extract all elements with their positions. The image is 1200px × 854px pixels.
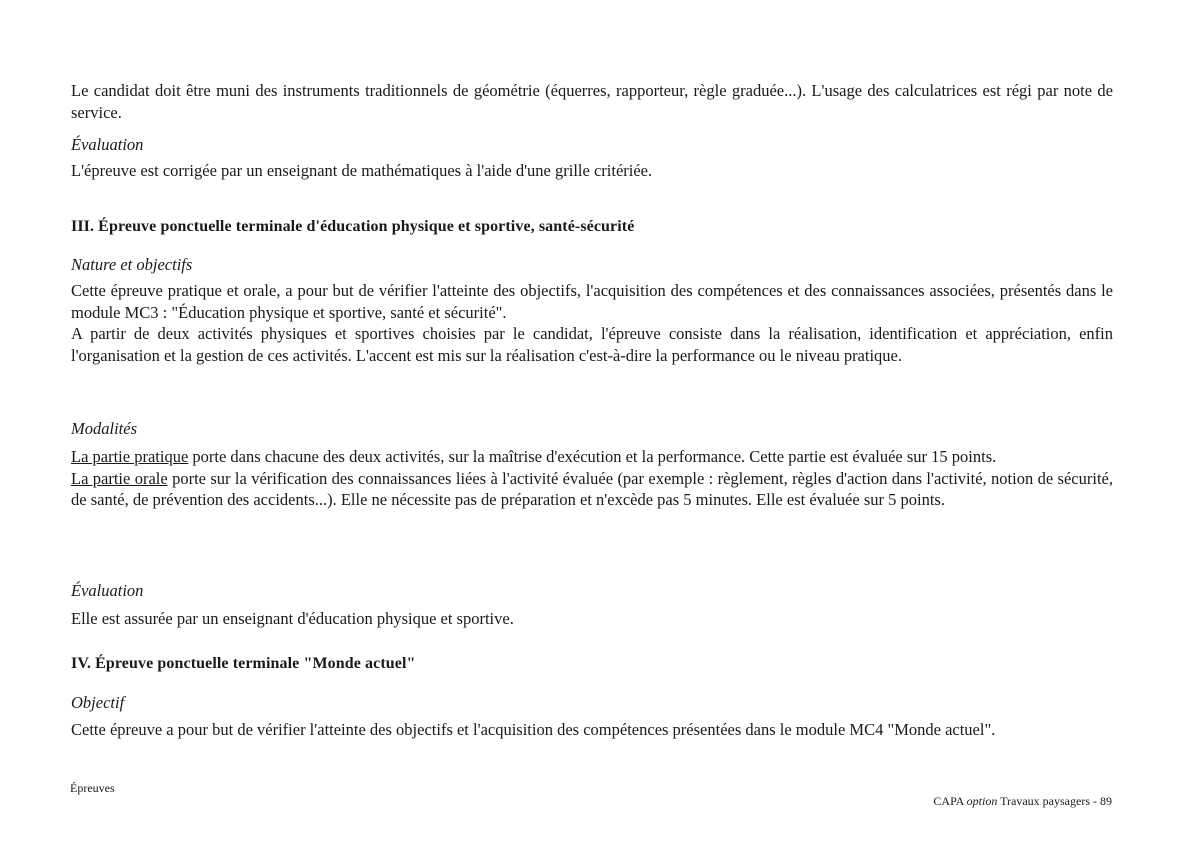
objectif-text: Cette épreuve a pour but de vérifier l'atteinte des objectifs et l'acquisition des compétences présentées dans le module MC4 "Monde actuel". xyxy=(71,720,996,739)
evaluation-title-2: Évaluation xyxy=(71,581,144,600)
evaluation-section-1 xyxy=(71,134,1113,182)
nature-objectifs-section xyxy=(71,254,1113,366)
section-4-heading xyxy=(71,654,1113,674)
evaluation-text-1: L'épreuve est corrigée par un enseignant de mathématiques à l'aide d'une grille critériée. xyxy=(71,161,653,180)
pratique-paragraph xyxy=(71,446,1113,468)
section-3-heading xyxy=(71,217,1113,237)
footer-right-suffix: Travaux paysagers - 89 xyxy=(997,794,1112,808)
intro-text: Le candidat doit être muni des instruments traditionnels de géométrie (équerres, rapporteur, règle graduée...). L'usage des calculatrices est régi par note de service. xyxy=(71,81,1113,122)
orale-label: La partie orale xyxy=(71,468,168,488)
modalites-title: Modalités xyxy=(71,419,137,438)
evaluation-text-2: Elle est assurée par un enseignant d'éducation physique et sportive. xyxy=(71,609,514,628)
nature-title: Nature et objectifs xyxy=(71,255,193,274)
evaluation-title-1: Évaluation xyxy=(71,135,144,154)
orale-text: porte sur la vérification des connaissances liées à l'activité évaluée (par exemple : règlement, règles d'action dans l'activité, notion de sécurité, de santé, de prévention des accidents...). Elle ne nécessite pas de préparation et n'excède pas 5 minutes. Elle est évaluée sur 5 points. xyxy=(71,468,1113,509)
modalites-section xyxy=(71,418,1113,511)
footer-left: Épreuves xyxy=(70,781,115,795)
footer-right xyxy=(933,794,1112,809)
section-heading: III. Épreuve ponctuelle terminale d'éducation physique et sportive, santé-sécurité xyxy=(71,218,635,235)
nature-paragraph-2: A partir de deux activités physiques et sportives choisies par le candidat, l'épreuve consiste dans la réalisation, identification et appréciation, enfin l'organisation et la gestion de ces activités. L'accent est mis sur la réalisation c'est-à-dire la performance ou le niveau pratique. xyxy=(71,324,1113,365)
orale-paragraph xyxy=(71,468,1113,511)
pratique-text: porte dans chacune des deux activités, sur la maîtrise d'exécution et la performance. Cette partie est évaluée sur 15 points. xyxy=(188,447,997,466)
footer-right-italic: option xyxy=(966,794,998,808)
nature-paragraph-1: Cette épreuve pratique et orale, a pour but de vérifier l'atteinte des objectifs, l'acquisition des compétences et des connaissances associées, présentés dans le module MC3 : "Éducation physique et sportive, santé et sécurité". xyxy=(71,281,1113,322)
objectif-title: Objectif xyxy=(71,693,125,712)
section-heading: IV. Épreuve ponctuelle terminale "Monde actuel" xyxy=(71,655,416,672)
footer-right-prefix: CAPA xyxy=(933,794,967,808)
objectif-section xyxy=(71,692,1113,741)
intro-paragraph xyxy=(71,80,1113,123)
pratique-label: La partie pratique xyxy=(71,447,189,466)
evaluation-section-2 xyxy=(71,580,1113,630)
